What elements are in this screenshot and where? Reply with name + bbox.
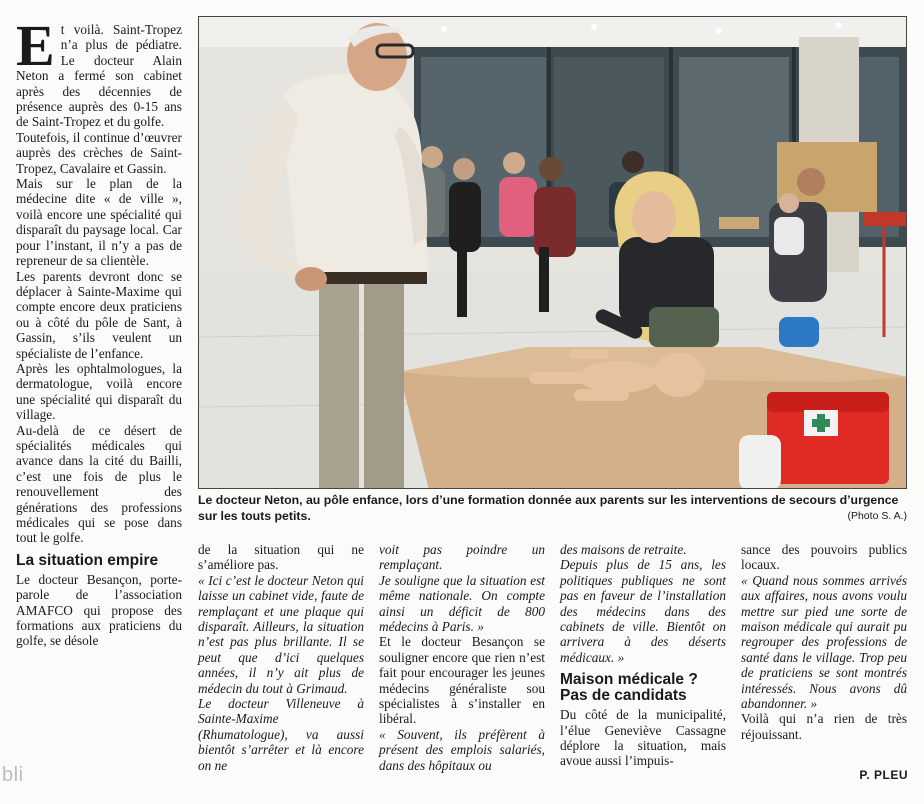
article-paragraph: Au-delà de ce désert de spécialités médicales qui avance dans la cité du Bailli, c’est une fois de plus le renouvellement des générations des professions médicales qui se pose dans tout le golfe. bbox=[16, 422, 182, 546]
article-photo bbox=[198, 16, 907, 489]
article-paragraph: Après les ophtalmologues, la dermatologue, voilà encore une spécialité qui disparaît du village. bbox=[16, 360, 182, 423]
article-paragraph: Les parents devront donc se déplacer à Sainte-Maxime qui compte encore deux praticiens ou à côté du pôle de Sant, à Gassin, s’ils veulent un spécialiste de l’enfance. bbox=[16, 268, 182, 361]
subheading-situation: La situation empire bbox=[16, 551, 159, 569]
watermark: bli bbox=[2, 764, 24, 786]
article-column-3 bbox=[379, 542, 545, 773]
quote-paragraph: « Ici c’est le docteur Neton qui laisse un cabinet vide, faute de remplaçant et une plaque qui disparaît. Ailleurs, la situation n’est pas plus brillante. Il se peut que d’ici quelques années, il n’y ait plus de médecin du tout à Grimaud. bbox=[198, 572, 364, 696]
article-paragraph: Mais sur le plan de la médecine dite « de ville », voilà encore une spécialité qui disparaît du paysage local. Car pour l’instant, il n’y a pas de repreneur de sa clientèle. bbox=[16, 176, 182, 269]
quote-paragraph: des maisons de retraite. bbox=[560, 542, 687, 557]
lead-paragraph: Et voilà. Saint-Tropez n’a plus de pédiatre. Le docteur Alain Neton a fermé son cabinet après des décennies de présence auprès des 0-15 ans de Saint-Tropez et du golfe. bbox=[16, 13, 182, 130]
article-paragraph: Du côté de la municipalité, l’élue Geneviève Cassagne déplore la situation, mais avoue aussi l’impuis- bbox=[560, 707, 726, 769]
article-column-2 bbox=[198, 542, 364, 773]
quote-paragraph: Depuis plus de 15 ans, les politiques publiques ne sont pas en faveur de l’installation des médecins dans des cabinets de ville. Bientôt on arrivera à des déserts médicaux. » bbox=[560, 557, 726, 665]
drop-cap: E bbox=[16, 13, 55, 78]
quote-paragraph: Je souligne que la situation est même nationale. On compte ainsi un déficit de 800 médecins à Paris. » bbox=[379, 572, 545, 635]
photo-caption: Le docteur Neton, au pôle enfance, lors d’une formation donnée aux parents sur les interventions de secours d’urgence sur les touts petits. bbox=[198, 493, 899, 523]
article-paragraph: Et le docteur Besançon se souligner encore que rien n’est fait pour encourager les jeunes médecins généraliste sou spécialistes à s’installer en libéral. bbox=[379, 634, 545, 727]
article-paragraph: sance des pouvoirs publics locaux. bbox=[741, 542, 907, 573]
quote-paragraph: « Souvent, ils préfèrent à présent des emplois salariés, dans des hôpitaux ou bbox=[379, 726, 545, 773]
article-paragraph: Toutefois, il continue d’œuvrer auprès des crèches de Saint-Tropez, Cavalaire et Gassin. bbox=[16, 129, 182, 176]
photo-training-session bbox=[199, 17, 907, 489]
article-column-5 bbox=[741, 542, 907, 742]
article-paragraph: de la situation qui ne s’améliore pas. bbox=[198, 542, 364, 573]
photo-credit: (Photo S. A.) bbox=[847, 510, 907, 522]
article-column-4 bbox=[560, 542, 726, 769]
quote-paragraph: Le docteur Villeneuve à Sainte-Maxime (Rhumatologue), va aussi bientôt s’arrêter et là encore on ne bbox=[198, 696, 364, 773]
article-paragraph: Voilà qui n’a rien de très réjouissant. bbox=[741, 711, 907, 742]
subheading-maison-medicale: Maison médicale ? Pas de candidats bbox=[560, 671, 698, 705]
article-column-1 bbox=[16, 13, 182, 649]
quote-paragraph: voit pas poindre un remplaçant. bbox=[379, 542, 545, 573]
article-paragraph: Le docteur Besançon, porte-parole de l’association AMAFCO qui propose des formations aux praticiens du golfe, se désole bbox=[16, 571, 182, 649]
author-signature: P. PLEU bbox=[859, 768, 908, 782]
quote-paragraph: « Quand nous sommes arrivés aux affaires, nous avons voulu mettre sur pied une sorte de maison médicale qui aurait pu regrouper des professions de santé dans le village. Trop peu de praticiens se sont montrés intéressés. Nous avons dû abandonner. » bbox=[741, 572, 907, 712]
